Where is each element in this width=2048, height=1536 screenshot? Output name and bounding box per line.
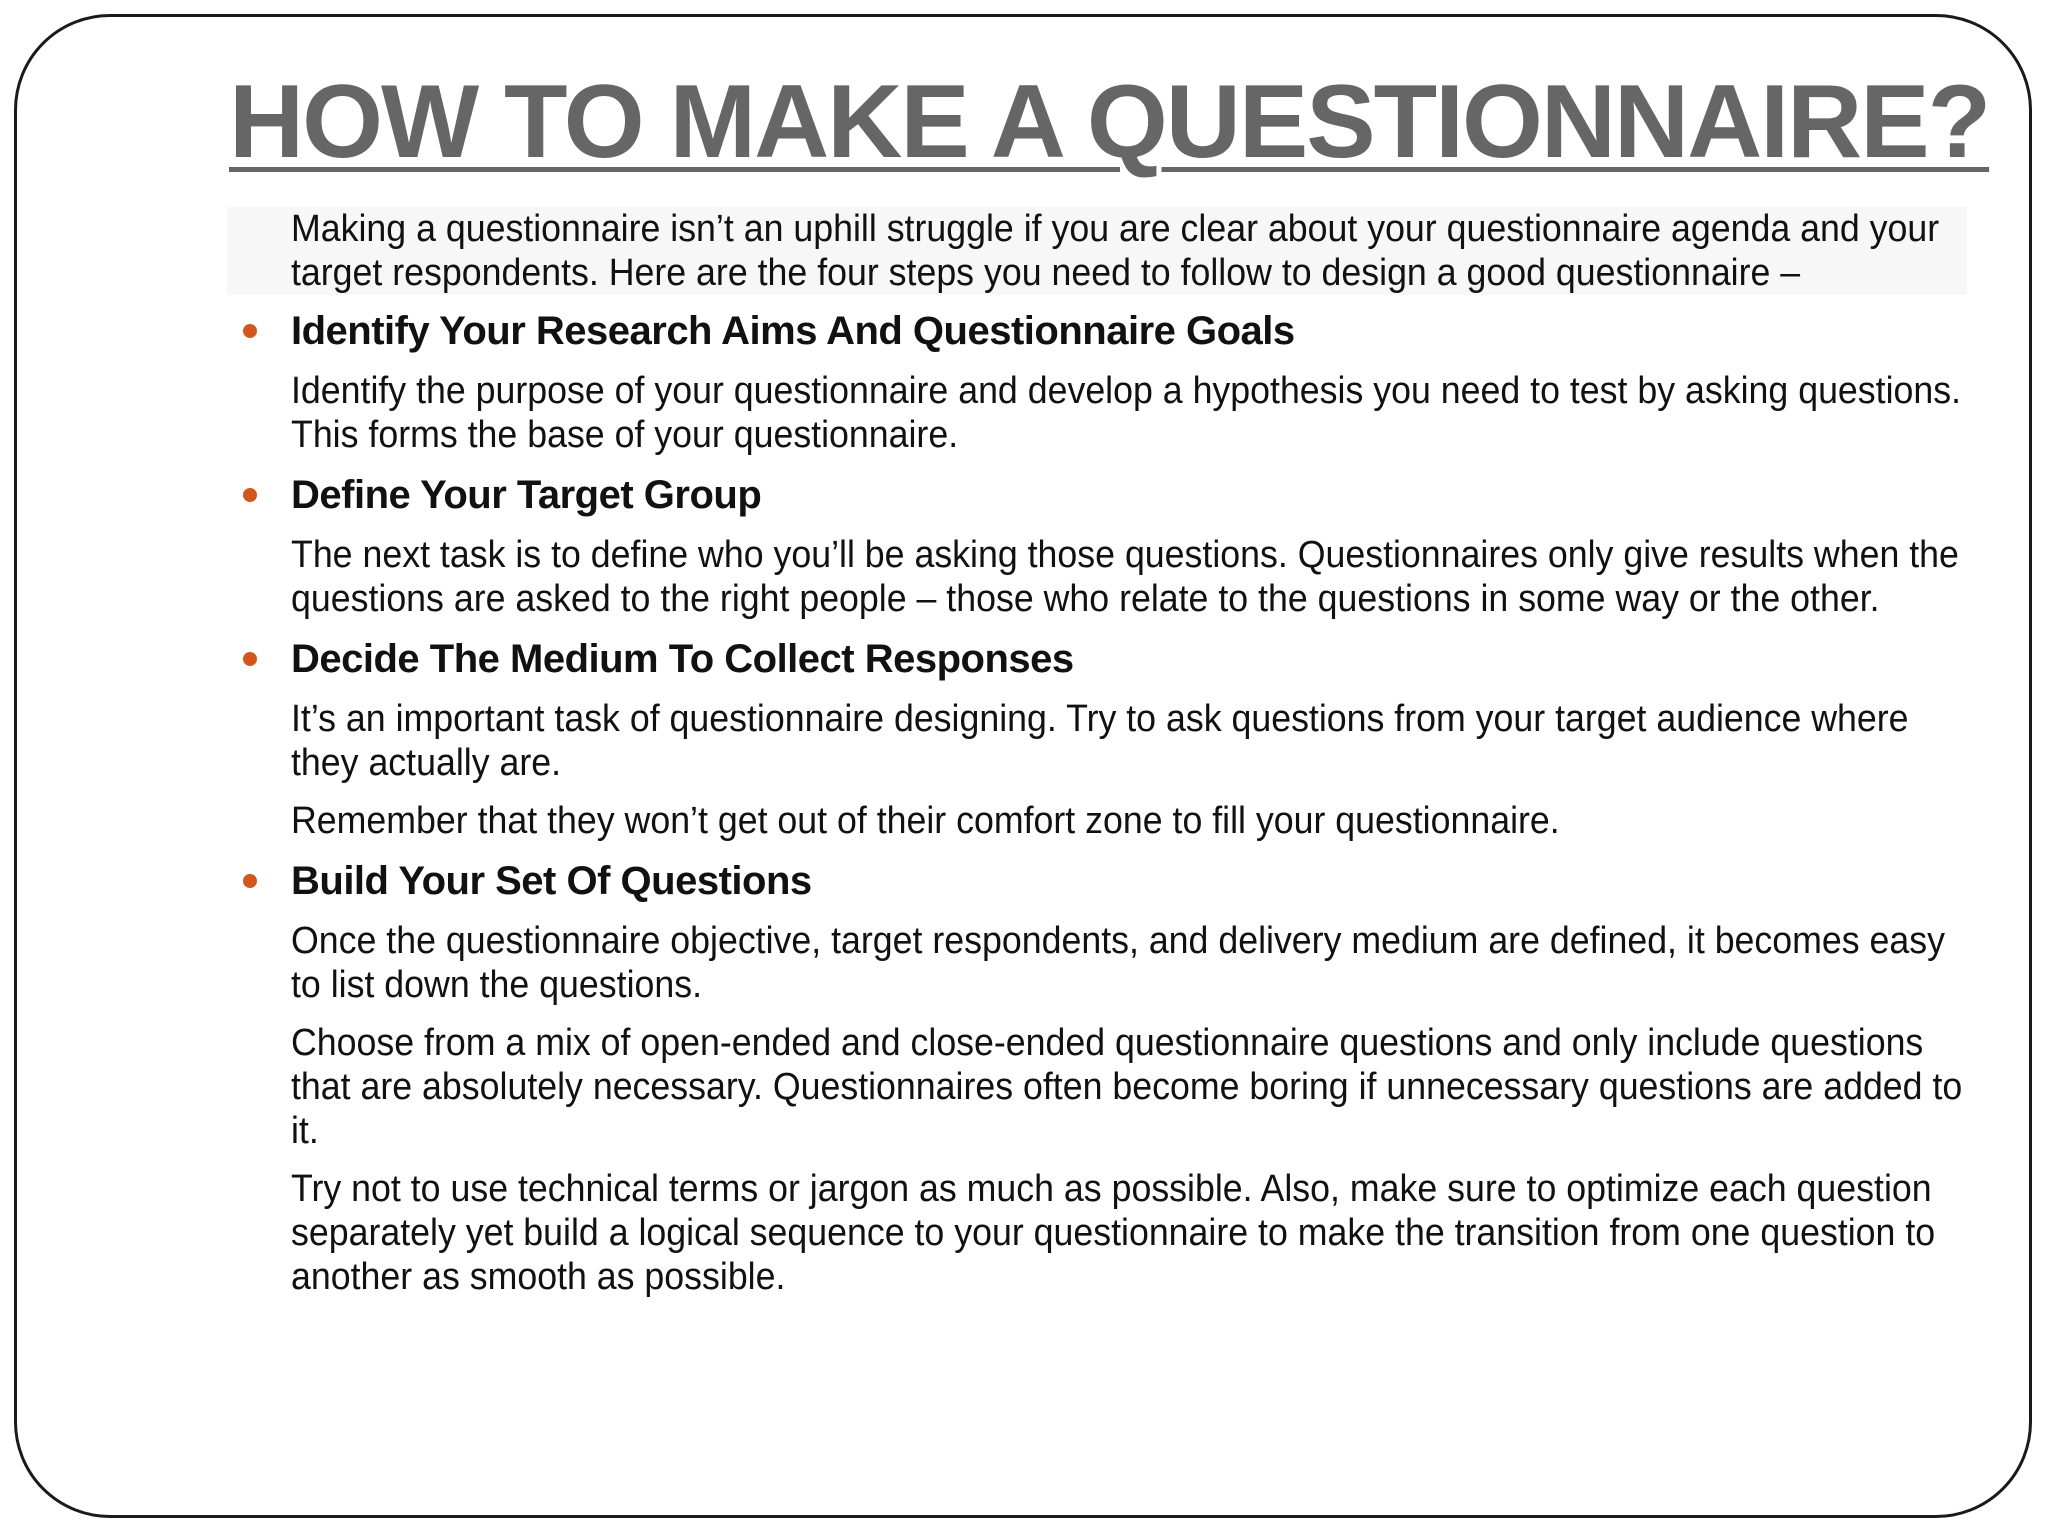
slide-frame (14, 14, 2032, 1518)
step-heading-medium (227, 635, 1967, 683)
bullet-icon (243, 874, 257, 888)
step-paragraph: It’s an important task of questionnaire designing. Try to ask questions from your target audience where they actually are. (291, 698, 1909, 784)
intro-paragraph (227, 207, 1967, 295)
bullet-icon (243, 488, 257, 502)
step-heading-target-group (227, 471, 1967, 519)
step-paragraph: Remember that they won’t get out of their comfort zone to fill your questionnaire. (291, 800, 1560, 842)
step-heading-text: Build Your Set Of Questions (291, 859, 812, 903)
step-heading-questions (227, 857, 1967, 905)
step-heading-text: Identify Your Research Aims And Questionnaire Goals (291, 309, 1295, 353)
step-paragraph: Try not to use technical terms or jargon as much as possible. Also, make sure to optimize each question separately yet build a logical sequence to your questionnaire to make the transition from one question to another as smooth as possible. (291, 1168, 1936, 1298)
step-paragraph: Once the questionnaire objective, target respondents, and delivery medium are defined, it becomes easy to list down the questions. (291, 920, 1946, 1006)
slide-title: HOW TO MAKE A QUESTIONNAIRE? (229, 64, 1990, 180)
step-paragraph: Choose from a mix of open-ended and close-ended questionnaire questions and only include questions that are absolutely necessary. Questionnaires often become boring if unnecessary questions are added to it. (291, 1022, 1963, 1152)
bullet-icon (243, 324, 257, 338)
step-heading-text: Define Your Target Group (291, 473, 762, 517)
step-heading-research-aims (227, 307, 1967, 355)
intro-text: Making a questionnaire isn’t an uphill struggle if you are clear about your questionnaire agenda and your target respondents. Here are the four steps you need to follow to design a good questionnaire – (291, 208, 1940, 294)
step-paragraph: The next task is to define who you’ll be asking those questions. Questionnaires only give results when the questions are asked to the right people – those who relate to the questions in some way or the other. (291, 534, 1959, 620)
step-heading-text: Decide The Medium To Collect Responses (291, 637, 1074, 681)
bullet-icon (243, 652, 257, 666)
slide-content (227, 207, 1967, 1313)
step-paragraph: Identify the purpose of your questionnaire and develop a hypothesis you need to test by asking questions. This forms the base of your questionnaire. (291, 370, 1962, 456)
